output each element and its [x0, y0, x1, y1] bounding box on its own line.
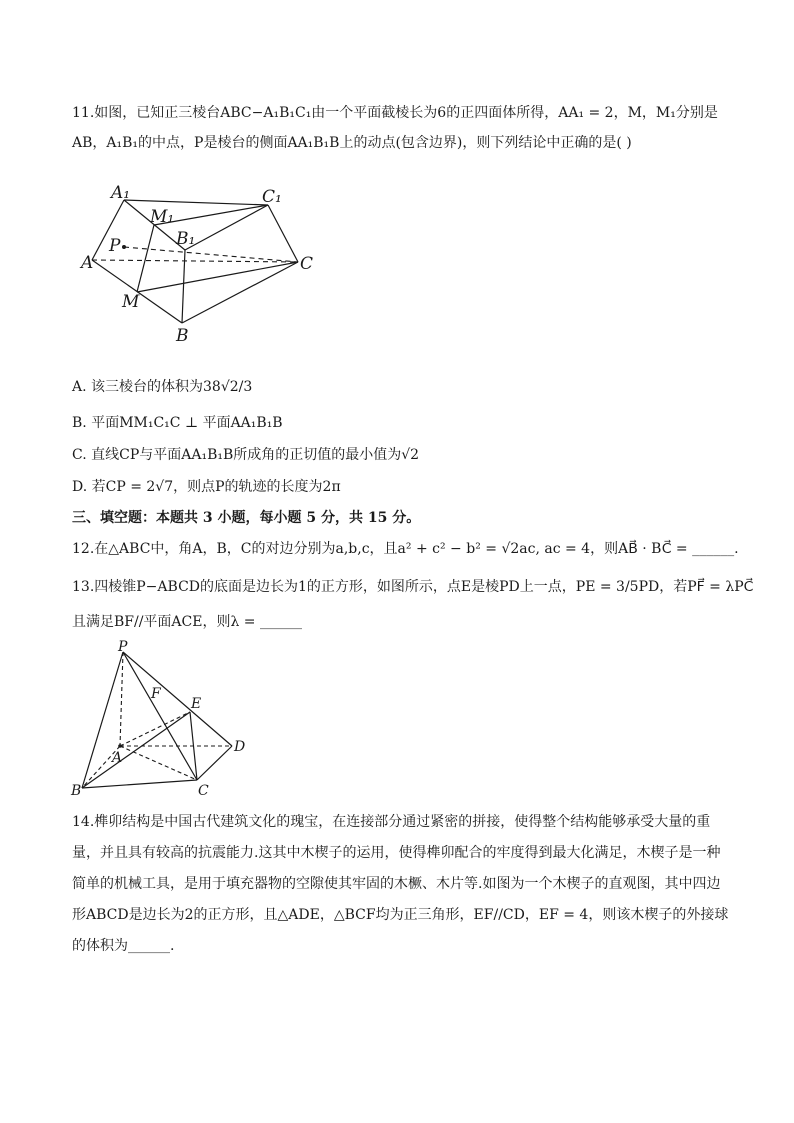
edge-pa-hidden: [120, 652, 123, 746]
segment-ac-hidden: [120, 746, 197, 780]
segment-pc-hidden: [124, 247, 298, 262]
edge-pc: [123, 652, 197, 780]
label-m: M: [122, 292, 140, 312]
q12-text: 12.在△ABC中，角A，B，C的对边分别为a,b,c，且a² + c² − b² = √2ac, ac = 4，则AB⃗ · BC⃗ = ______.: [72, 541, 739, 557]
label-b1: B₁: [176, 229, 196, 249]
q11-line-2: AB，A₁B₁的中点，P是棱台的侧面AA₁B₁B上的动点(包含边界)，则下列结论中正确的是( ): [72, 135, 632, 151]
edge-a1c1: [124, 200, 268, 205]
label-b: B: [71, 783, 82, 799]
edge-pb: [82, 652, 123, 788]
edge-c1c: [268, 205, 298, 262]
label-c1: C₁: [262, 187, 282, 207]
label-m1: M₁: [150, 207, 175, 227]
q14-line-4: 形ABCD是边长为2的正方形，且△ADE，△BCF均为正三角形，EF//CD，EF = 4，则该木楔子的外接球: [72, 907, 729, 923]
point-a: [118, 744, 122, 748]
label-e: E: [191, 696, 202, 712]
q11-option-a: A. 该三棱台的体积为38√2/3: [72, 379, 253, 395]
point-p: [122, 245, 126, 249]
segment-m1m: [137, 225, 154, 292]
label-b: B: [176, 326, 189, 346]
q11-option-b: B. 平面MM₁C₁C ⊥ 平面AA₁B₁B: [72, 415, 283, 431]
segment-mc: [137, 262, 298, 292]
label-d: D: [234, 739, 246, 755]
label-a1: A₁: [111, 183, 131, 203]
q13-line-2: 且满足BF//平面ACE，则λ = ______: [72, 614, 302, 630]
label-c: C: [198, 783, 209, 799]
q11-line-1: 11.如图，已知正三棱台ABC−A₁B₁C₁由一个平面截棱长为6的正四面体所得，AA₁ = 2，M，M₁分别是: [72, 105, 718, 121]
label-c: C: [300, 254, 314, 274]
label-p: P: [118, 640, 128, 655]
edge-bc: [182, 262, 298, 323]
q13-pyramid-figure: [68, 640, 258, 800]
q14-line-2: 量，并且具有较高的抗震能力.这其中木楔子的运用，使得榫卯配合的牢度得到最大化满足，木楔子是一种: [72, 845, 721, 861]
label-a: A: [112, 750, 123, 766]
q13-line-1: 13.四棱锥P−ABCD的底面是边长为1的正方形，如图所示，点E是棱PD上一点，PE = 3/5PD，若PF⃗ = λPC⃗: [72, 579, 754, 595]
q11-option-d: D. 若CP = 2√7，则点P的轨迹的长度为2π: [72, 479, 341, 495]
label-a: A: [81, 253, 94, 273]
edge-pd: [123, 652, 232, 746]
q11-option-c: C. 直线CP与平面AA₁B₁B所成角的正切值的最小值为√2: [72, 447, 420, 463]
label-p: P: [109, 236, 121, 256]
label-f: F: [151, 686, 161, 702]
edge-cd: [197, 746, 232, 780]
q14-line-1: 14.榫卯结构是中国古代建筑文化的瑰宝，在连接部分通过紧密的拼接，使得整个结构能够承受大量的重: [72, 814, 711, 830]
edge-bc: [82, 780, 197, 788]
section-3-title: 三、填空题：本题共 3 小题，每小题 5 分，共 15 分。: [72, 510, 421, 526]
q11-frustum-figure: [78, 180, 328, 350]
q14-line-3: 简单的机械工具，是用于填充器物的空隙使其牢固的木橛、木片等.如图为一个木楔子的直观图，其中四边: [72, 876, 721, 892]
q14-line-5: 的体积为______.: [72, 938, 175, 954]
segment-ae-hidden: [120, 712, 190, 746]
segment-be: [82, 712, 190, 788]
edge-ac-hidden: [92, 260, 298, 262]
